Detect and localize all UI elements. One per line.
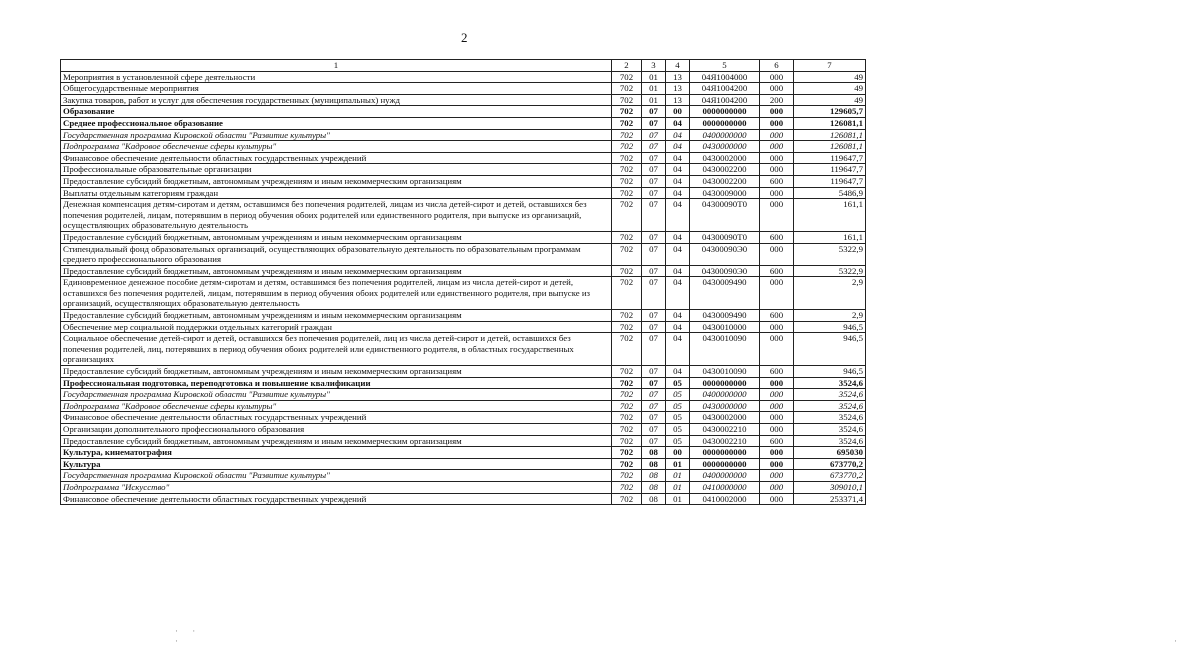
row-subsection-cell: 01 — [666, 481, 690, 493]
table-row — [61, 470, 866, 482]
row-section-cell: 07 — [642, 389, 666, 401]
header-cell: 3 — [642, 60, 666, 72]
table-row — [61, 389, 866, 401]
row-section-cell: 08 — [642, 447, 666, 459]
row-code-cell: 702 — [612, 493, 642, 505]
row-target-cell: 0430002000 — [690, 412, 760, 424]
row-name-cell: Организации дополнительного профессионального образования — [61, 424, 612, 436]
row-subsection-cell: 13 — [666, 94, 690, 106]
row-section-cell: 07 — [642, 175, 666, 187]
row-section-cell: 01 — [642, 71, 666, 83]
row-subsection-cell: 04 — [666, 310, 690, 322]
row-code-cell: 702 — [612, 470, 642, 482]
row-type-cell: 600 — [760, 231, 794, 243]
row-name-cell: Мероприятия в установленной сфере деятельности — [61, 71, 612, 83]
row-subsection-cell: 05 — [666, 400, 690, 412]
row-code-cell: 702 — [612, 277, 642, 310]
row-target-cell: 0000000000 — [690, 106, 760, 118]
row-amount-cell: 309010,1 — [794, 481, 866, 493]
row-type-cell: 600 — [760, 265, 794, 277]
row-amount-cell: 5322,9 — [794, 265, 866, 277]
row-type-cell: 600 — [760, 175, 794, 187]
row-target-cell: 0430000000 — [690, 141, 760, 153]
row-code-cell: 702 — [612, 243, 642, 265]
row-amount-cell: 161,1 — [794, 199, 866, 232]
row-section-cell: 07 — [642, 199, 666, 232]
row-section-cell: 07 — [642, 424, 666, 436]
row-amount-cell: 946,5 — [794, 333, 866, 366]
row-type-cell: 000 — [760, 424, 794, 436]
table-row — [61, 435, 866, 447]
row-code-cell: 702 — [612, 141, 642, 153]
row-amount-cell: 695030 — [794, 447, 866, 459]
row-type-cell: 600 — [760, 435, 794, 447]
row-target-cell: 0430009490 — [690, 277, 760, 310]
row-target-cell: 0430010090 — [690, 366, 760, 378]
budget-table — [60, 59, 866, 505]
row-subsection-cell: 05 — [666, 424, 690, 436]
row-name-cell: Профессиональные образовательные организации — [61, 164, 612, 176]
row-code-cell: 702 — [612, 164, 642, 176]
row-target-cell: 04Я1004200 — [690, 83, 760, 95]
table-row — [61, 71, 866, 83]
row-amount-cell: 946,5 — [794, 366, 866, 378]
row-section-cell: 08 — [642, 481, 666, 493]
row-subsection-cell: 04 — [666, 199, 690, 232]
row-type-cell: 000 — [760, 447, 794, 459]
row-subsection-cell: 04 — [666, 152, 690, 164]
row-amount-cell: 5322,9 — [794, 243, 866, 265]
row-target-cell: 0400000000 — [690, 129, 760, 141]
row-section-cell: 07 — [642, 333, 666, 366]
row-type-cell: 000 — [760, 71, 794, 83]
row-target-cell: 04300090Т0 — [690, 231, 760, 243]
row-name-cell: Государственная программа Кировской области "Развитие культуры" — [61, 389, 612, 401]
row-target-cell: 0000000000 — [690, 458, 760, 470]
row-section-cell: 07 — [642, 435, 666, 447]
row-target-cell: 0410000000 — [690, 481, 760, 493]
row-name-cell: Денежная компенсация детям-сиротам и детям, оставшимся без попечения родителей, лицам из числа детей-сирот и детей, оставшихся без попечения родителей, лицам, потерявшим в период обучения обоих родителей или единственного родителя, при выпуске из организаций, осуществляющих образовательную деятельность — [61, 199, 612, 232]
row-section-cell: 07 — [642, 164, 666, 176]
row-subsection-cell: 05 — [666, 412, 690, 424]
row-amount-cell: 126081,1 — [794, 141, 866, 153]
row-target-cell: 0430009490 — [690, 310, 760, 322]
row-code-cell: 702 — [612, 458, 642, 470]
row-code-cell: 702 — [612, 117, 642, 129]
row-code-cell: 702 — [612, 481, 642, 493]
row-amount-cell: 126081,1 — [794, 129, 866, 141]
row-amount-cell: 3524,6 — [794, 435, 866, 447]
row-target-cell: 0430010090 — [690, 333, 760, 366]
table-row — [61, 152, 866, 164]
row-code-cell: 702 — [612, 400, 642, 412]
row-name-cell: Подпрограмма "Кадровое обеспечение сферы культуры" — [61, 141, 612, 153]
header-cell: 4 — [666, 60, 690, 72]
row-name-cell: Культура, кинематография — [61, 447, 612, 459]
row-amount-cell: 2,9 — [794, 310, 866, 322]
row-target-cell: 0430010000 — [690, 321, 760, 333]
table-row — [61, 366, 866, 378]
row-name-cell: Предоставление субсидий бюджетным, автономным учреждениям и иным некоммерческим организациям — [61, 175, 612, 187]
header-cell: 2 — [612, 60, 642, 72]
row-type-cell: 000 — [760, 389, 794, 401]
row-target-cell: 04300090Э0 — [690, 243, 760, 265]
row-name-cell: Финансовое обеспечение деятельности областных государственных учреждений — [61, 493, 612, 505]
row-type-cell: 200 — [760, 94, 794, 106]
row-target-cell: 0000000000 — [690, 377, 760, 389]
row-section-cell: 07 — [642, 243, 666, 265]
row-target-cell: 0400000000 — [690, 470, 760, 482]
row-amount-cell: 5486,9 — [794, 187, 866, 199]
row-amount-cell: 3524,6 — [794, 389, 866, 401]
row-target-cell: 04300090Э0 — [690, 265, 760, 277]
row-subsection-cell: 04 — [666, 333, 690, 366]
header-cell: 1 — [61, 60, 612, 72]
row-subsection-cell: 00 — [666, 447, 690, 459]
row-section-cell: 08 — [642, 458, 666, 470]
row-amount-cell: 119647,7 — [794, 164, 866, 176]
table-row — [61, 310, 866, 322]
row-type-cell: 000 — [760, 129, 794, 141]
table-row — [61, 231, 866, 243]
row-name-cell: Государственная программа Кировской области "Развитие культуры" — [61, 129, 612, 141]
row-amount-cell: 129605,7 — [794, 106, 866, 118]
row-amount-cell: 119647,7 — [794, 152, 866, 164]
table-row — [61, 117, 866, 129]
row-type-cell: 600 — [760, 366, 794, 378]
row-section-cell: 07 — [642, 117, 666, 129]
row-code-cell: 702 — [612, 199, 642, 232]
row-code-cell: 702 — [612, 424, 642, 436]
row-name-cell: Предоставление субсидий бюджетным, автономным учреждениям и иным некоммерческим организациям — [61, 231, 612, 243]
row-target-cell: 0430000000 — [690, 400, 760, 412]
row-type-cell: 600 — [760, 310, 794, 322]
table-row — [61, 129, 866, 141]
row-name-cell: Государственная программа Кировской области "Развитие культуры" — [61, 470, 612, 482]
row-name-cell: Обеспечение мер социальной поддержки отдельных категорий граждан — [61, 321, 612, 333]
row-code-cell: 702 — [612, 83, 642, 95]
row-amount-cell: 161,1 — [794, 231, 866, 243]
row-target-cell: 0430002000 — [690, 152, 760, 164]
row-section-cell: 01 — [642, 83, 666, 95]
table-row — [61, 377, 866, 389]
row-name-cell: Закупка товаров, работ и услуг для обеспечения государственных (муниципальных) нужд — [61, 94, 612, 106]
row-subsection-cell: 13 — [666, 71, 690, 83]
header-cell: 6 — [760, 60, 794, 72]
table-row — [61, 243, 866, 265]
header-cell: 5 — [690, 60, 760, 72]
table-row — [61, 481, 866, 493]
row-type-cell: 000 — [760, 333, 794, 366]
row-name-cell: Выплаты отдельным категориям граждан — [61, 187, 612, 199]
row-amount-cell: 2,9 — [794, 277, 866, 310]
row-section-cell: 08 — [642, 493, 666, 505]
row-code-cell: 702 — [612, 71, 642, 83]
row-type-cell: 000 — [760, 106, 794, 118]
row-amount-cell: 3524,6 — [794, 377, 866, 389]
row-type-cell: 000 — [760, 164, 794, 176]
header-row — [61, 60, 866, 72]
row-amount-cell: 3524,6 — [794, 400, 866, 412]
table-row — [61, 458, 866, 470]
row-name-cell: Среднее профессиональное образование — [61, 117, 612, 129]
row-amount-cell: 49 — [794, 94, 866, 106]
row-code-cell: 702 — [612, 310, 642, 322]
row-type-cell: 000 — [760, 187, 794, 199]
row-code-cell: 702 — [612, 333, 642, 366]
row-amount-cell: 253371,4 — [794, 493, 866, 505]
row-code-cell: 702 — [612, 412, 642, 424]
row-target-cell: 0430002200 — [690, 164, 760, 176]
row-subsection-cell: 04 — [666, 117, 690, 129]
row-subsection-cell: 04 — [666, 175, 690, 187]
table-row — [61, 333, 866, 366]
table-row — [61, 400, 866, 412]
row-name-cell: Финансовое обеспечение деятельности областных государственных учреждений — [61, 412, 612, 424]
row-target-cell: 0000000000 — [690, 447, 760, 459]
row-type-cell: 000 — [760, 117, 794, 129]
row-section-cell: 07 — [642, 310, 666, 322]
row-code-cell: 702 — [612, 389, 642, 401]
table-row — [61, 106, 866, 118]
row-name-cell: Подпрограмма "Кадровое обеспечение сферы культуры" — [61, 400, 612, 412]
row-code-cell: 702 — [612, 265, 642, 277]
row-amount-cell: 3524,6 — [794, 412, 866, 424]
row-subsection-cell: 04 — [666, 277, 690, 310]
table-row — [61, 493, 866, 505]
page-number: 2 — [461, 30, 468, 45]
row-amount-cell: 946,5 — [794, 321, 866, 333]
table-row — [61, 83, 866, 95]
row-type-cell: 000 — [760, 277, 794, 310]
row-type-cell: 000 — [760, 141, 794, 153]
row-type-cell: 000 — [760, 243, 794, 265]
row-name-cell: Профессиональная подготовка, переподготовка и повышение квалификации — [61, 377, 612, 389]
row-section-cell: 07 — [642, 141, 666, 153]
table-row — [61, 321, 866, 333]
row-section-cell: 07 — [642, 366, 666, 378]
row-name-cell: Стипендиальный фонд образовательных организаций, осуществляющих образовательную деятельность по образовательным программам среднего профессионального образования — [61, 243, 612, 265]
row-amount-cell: 673770,2 — [794, 458, 866, 470]
row-type-cell: 000 — [760, 199, 794, 232]
row-section-cell: 07 — [642, 265, 666, 277]
row-type-cell: 000 — [760, 412, 794, 424]
row-subsection-cell: 04 — [666, 321, 690, 333]
row-code-cell: 702 — [612, 129, 642, 141]
row-subsection-cell: 04 — [666, 187, 690, 199]
table-row — [61, 447, 866, 459]
row-target-cell: 0000000000 — [690, 117, 760, 129]
row-type-cell: 000 — [760, 470, 794, 482]
row-section-cell: 07 — [642, 400, 666, 412]
row-subsection-cell: 01 — [666, 470, 690, 482]
row-subsection-cell: 13 — [666, 83, 690, 95]
table-row — [61, 277, 866, 310]
row-code-cell: 702 — [612, 321, 642, 333]
row-subsection-cell: 05 — [666, 377, 690, 389]
row-type-cell: 000 — [760, 152, 794, 164]
row-target-cell: 0400000000 — [690, 389, 760, 401]
row-amount-cell: 119647,7 — [794, 175, 866, 187]
row-subsection-cell: 01 — [666, 458, 690, 470]
row-subsection-cell: 04 — [666, 366, 690, 378]
row-code-cell: 702 — [612, 447, 642, 459]
row-subsection-cell: 05 — [666, 435, 690, 447]
row-subsection-cell: 04 — [666, 141, 690, 153]
row-amount-cell: 673770,2 — [794, 470, 866, 482]
row-section-cell: 08 — [642, 470, 666, 482]
header-cell: 7 — [794, 60, 866, 72]
row-type-cell: 000 — [760, 400, 794, 412]
row-section-cell: 07 — [642, 106, 666, 118]
row-code-cell: 702 — [612, 94, 642, 106]
row-code-cell: 702 — [612, 152, 642, 164]
row-name-cell: Культура — [61, 458, 612, 470]
row-name-cell: Общегосударственные мероприятия — [61, 83, 612, 95]
row-target-cell: 0410002000 — [690, 493, 760, 505]
row-subsection-cell: 01 — [666, 493, 690, 505]
row-type-cell: 000 — [760, 83, 794, 95]
row-code-cell: 702 — [612, 435, 642, 447]
row-section-cell: 07 — [642, 377, 666, 389]
row-target-cell: 0430002210 — [690, 435, 760, 447]
row-type-cell: 000 — [760, 321, 794, 333]
table-row — [61, 187, 866, 199]
row-amount-cell: 49 — [794, 83, 866, 95]
row-name-cell: Предоставление субсидий бюджетным, автономным учреждениям и иным некоммерческим организациям — [61, 265, 612, 277]
table-row — [61, 141, 866, 153]
row-name-cell: Предоставление субсидий бюджетным, автономным учреждениям и иным некоммерческим организациям — [61, 310, 612, 322]
row-subsection-cell: 04 — [666, 231, 690, 243]
row-name-cell: Предоставление субсидий бюджетным, автономным учреждениям и иным некоммерческим организациям — [61, 435, 612, 447]
row-code-cell: 702 — [612, 175, 642, 187]
row-section-cell: 07 — [642, 129, 666, 141]
row-subsection-cell: 00 — [666, 106, 690, 118]
row-name-cell: Подпрограмма "Искусство" — [61, 481, 612, 493]
table-row — [61, 199, 866, 232]
table-row — [61, 164, 866, 176]
row-amount-cell: 126081,1 — [794, 117, 866, 129]
row-code-cell: 702 — [612, 231, 642, 243]
row-type-cell: 000 — [760, 493, 794, 505]
row-subsection-cell: 04 — [666, 243, 690, 265]
scan-marks: · · · · — [175, 626, 1183, 646]
table-row — [61, 175, 866, 187]
row-name-cell: Финансовое обеспечение деятельности областных государственных учреждений — [61, 152, 612, 164]
table-row — [61, 265, 866, 277]
row-section-cell: 07 — [642, 231, 666, 243]
row-name-cell: Единовременное денежное пособие детям-сиротам и детям, оставшимся без попечения родителей, лицам из числа детей-сирот и детей, оставшихся без попечения родителей, лицам, потерявшим в период обучения обоих родителей или единственного родителя, при выпуске из организаций, осуществляющих образовательную деятельность — [61, 277, 612, 310]
row-target-cell: 04300090Т0 — [690, 199, 760, 232]
row-code-cell: 702 — [612, 187, 642, 199]
row-target-cell: 04Я1004000 — [690, 71, 760, 83]
row-section-cell: 07 — [642, 152, 666, 164]
row-type-cell: 000 — [760, 481, 794, 493]
table-row — [61, 94, 866, 106]
row-code-cell: 702 — [612, 366, 642, 378]
row-target-cell: 0430002200 — [690, 175, 760, 187]
row-type-cell: 000 — [760, 458, 794, 470]
row-code-cell: 702 — [612, 106, 642, 118]
row-target-cell: 0430009000 — [690, 187, 760, 199]
row-subsection-cell: 04 — [666, 265, 690, 277]
row-subsection-cell: 04 — [666, 129, 690, 141]
row-name-cell: Социальное обеспечение детей-сирот и детей, оставшихся без попечения родителей, лиц из числа детей-сирот и детей, оставшихся без попечения родителей, лиц, потерявших в период обучения обоих родителей или единственного родителя, в областных государственных организациях — [61, 333, 612, 366]
table-row — [61, 424, 866, 436]
row-subsection-cell: 04 — [666, 164, 690, 176]
row-section-cell: 07 — [642, 412, 666, 424]
row-target-cell: 0430002210 — [690, 424, 760, 436]
row-section-cell: 07 — [642, 187, 666, 199]
row-section-cell: 07 — [642, 321, 666, 333]
row-code-cell: 702 — [612, 377, 642, 389]
row-section-cell: 07 — [642, 277, 666, 310]
row-subsection-cell: 05 — [666, 389, 690, 401]
row-target-cell: 04Я1004200 — [690, 94, 760, 106]
row-name-cell: Образование — [61, 106, 612, 118]
row-name-cell: Предоставление субсидий бюджетным, автономным учреждениям и иным некоммерческим организациям — [61, 366, 612, 378]
row-amount-cell: 49 — [794, 71, 866, 83]
row-section-cell: 01 — [642, 94, 666, 106]
table-row — [61, 412, 866, 424]
row-type-cell: 000 — [760, 377, 794, 389]
row-amount-cell: 3524,6 — [794, 424, 866, 436]
